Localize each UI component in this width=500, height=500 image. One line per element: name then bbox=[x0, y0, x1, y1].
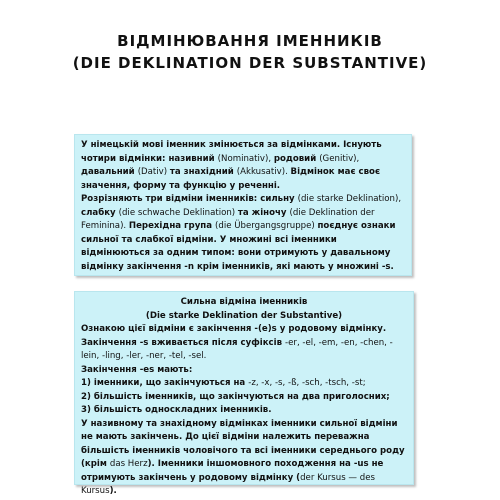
text-run: (Nominativ), bbox=[217, 153, 274, 164]
body-line-run: das Herz bbox=[109, 459, 148, 469]
body-line bbox=[81, 364, 407, 378]
body-line-run: Ознакою цієї відміни є закінчення -(e)s у родовому відмінку. bbox=[81, 324, 387, 334]
body-line bbox=[81, 337, 407, 364]
text-run: та знахідний bbox=[169, 167, 237, 177]
info-box-cases bbox=[74, 134, 412, 276]
text-run: Розрізняють три відміни іменників: сильну bbox=[81, 194, 298, 204]
body-line-run: 2) більшість іменників, що закінчуються на два приголосних; bbox=[81, 391, 390, 402]
box1-paragraph-2 bbox=[81, 193, 405, 274]
text-run: (die Übergangsgruppe) bbox=[215, 221, 318, 231]
title-line-1: ВІДМІНЮВАННЯ ІМЕННИКІВ bbox=[117, 32, 383, 50]
text-run: Відмінок має своє значення, форму та функцію у реченні. bbox=[81, 167, 381, 191]
body-line bbox=[81, 377, 407, 391]
body-line-run: der Kursus — des Kursus bbox=[81, 472, 375, 496]
box2-body bbox=[81, 323, 407, 499]
box1-paragraph-1 bbox=[81, 139, 405, 193]
body-line bbox=[81, 404, 407, 418]
body-line bbox=[81, 418, 407, 499]
body-line-run: У називному та знахідному відмінках іменники сильної відміни не мають закінчень. До цієї відміни належить переважна більшість іменників чоловічого та всі іменники середнього роду (крім bbox=[81, 418, 405, 469]
text-run: Перехідна група bbox=[128, 221, 216, 231]
box2-title-line-2: (Die starke Deklination der Substantive) bbox=[145, 310, 343, 321]
text-run: (Genitiv), bbox=[319, 153, 360, 164]
body-line-run: 1) іменники, що закінчуються на bbox=[81, 378, 249, 388]
box2-title-line-1: Сильна відміна іменників bbox=[180, 297, 308, 307]
text-run: слабку bbox=[81, 207, 119, 218]
title-line-2: (DIE DEKLINATION DER SUBSTANTIVE) bbox=[72, 54, 428, 72]
text-run: поєднує ознаки сильної та слабкої відміни. У множині всі іменники відмінюються за одним типом: вони отримують у давальному відмінку закінчення -n крім іменників, які мають у множині -s. bbox=[81, 221, 396, 272]
text-run: (die schwache Deklination) bbox=[118, 207, 238, 218]
body-line-run: Закінчення -s вживається після суфіксів bbox=[81, 337, 286, 348]
text-run: (Dativ) bbox=[137, 167, 170, 177]
body-line-run: -z, -x, -s, -ß, -sch, -tsch, -st; bbox=[248, 378, 366, 388]
text-run: (die starke Deklination), bbox=[297, 194, 402, 204]
text-run: У німецькій мові іменник змінюється за відмінками. Існують чотири відмінки: називний bbox=[81, 140, 382, 164]
body-line-run: ). Іменники іншомовного походження на -us не отримують закінчень у родовому відмінку ( bbox=[81, 459, 384, 483]
body-line-run: -er, -el, -em, -en, -chen, -lein, -ling, -ler, -ner, -tel, -sel. bbox=[81, 337, 393, 361]
text-run: давальний bbox=[81, 167, 138, 177]
text-run: родовий bbox=[273, 153, 320, 164]
body-line bbox=[81, 323, 407, 337]
text-run: (Akkusativ). bbox=[236, 167, 291, 177]
page-title bbox=[0, 30, 500, 74]
text-run: (die Deklination der Feminina). bbox=[81, 207, 375, 231]
body-line-run: ). bbox=[109, 486, 117, 496]
body-line-run: 3) більшість односкладних іменників. bbox=[81, 405, 272, 415]
text-run: та жіночу bbox=[237, 207, 290, 218]
info-box-strong-declension bbox=[74, 291, 414, 496]
body-line bbox=[81, 391, 407, 405]
body-line-run: Закінчення -es мають: bbox=[81, 364, 193, 375]
